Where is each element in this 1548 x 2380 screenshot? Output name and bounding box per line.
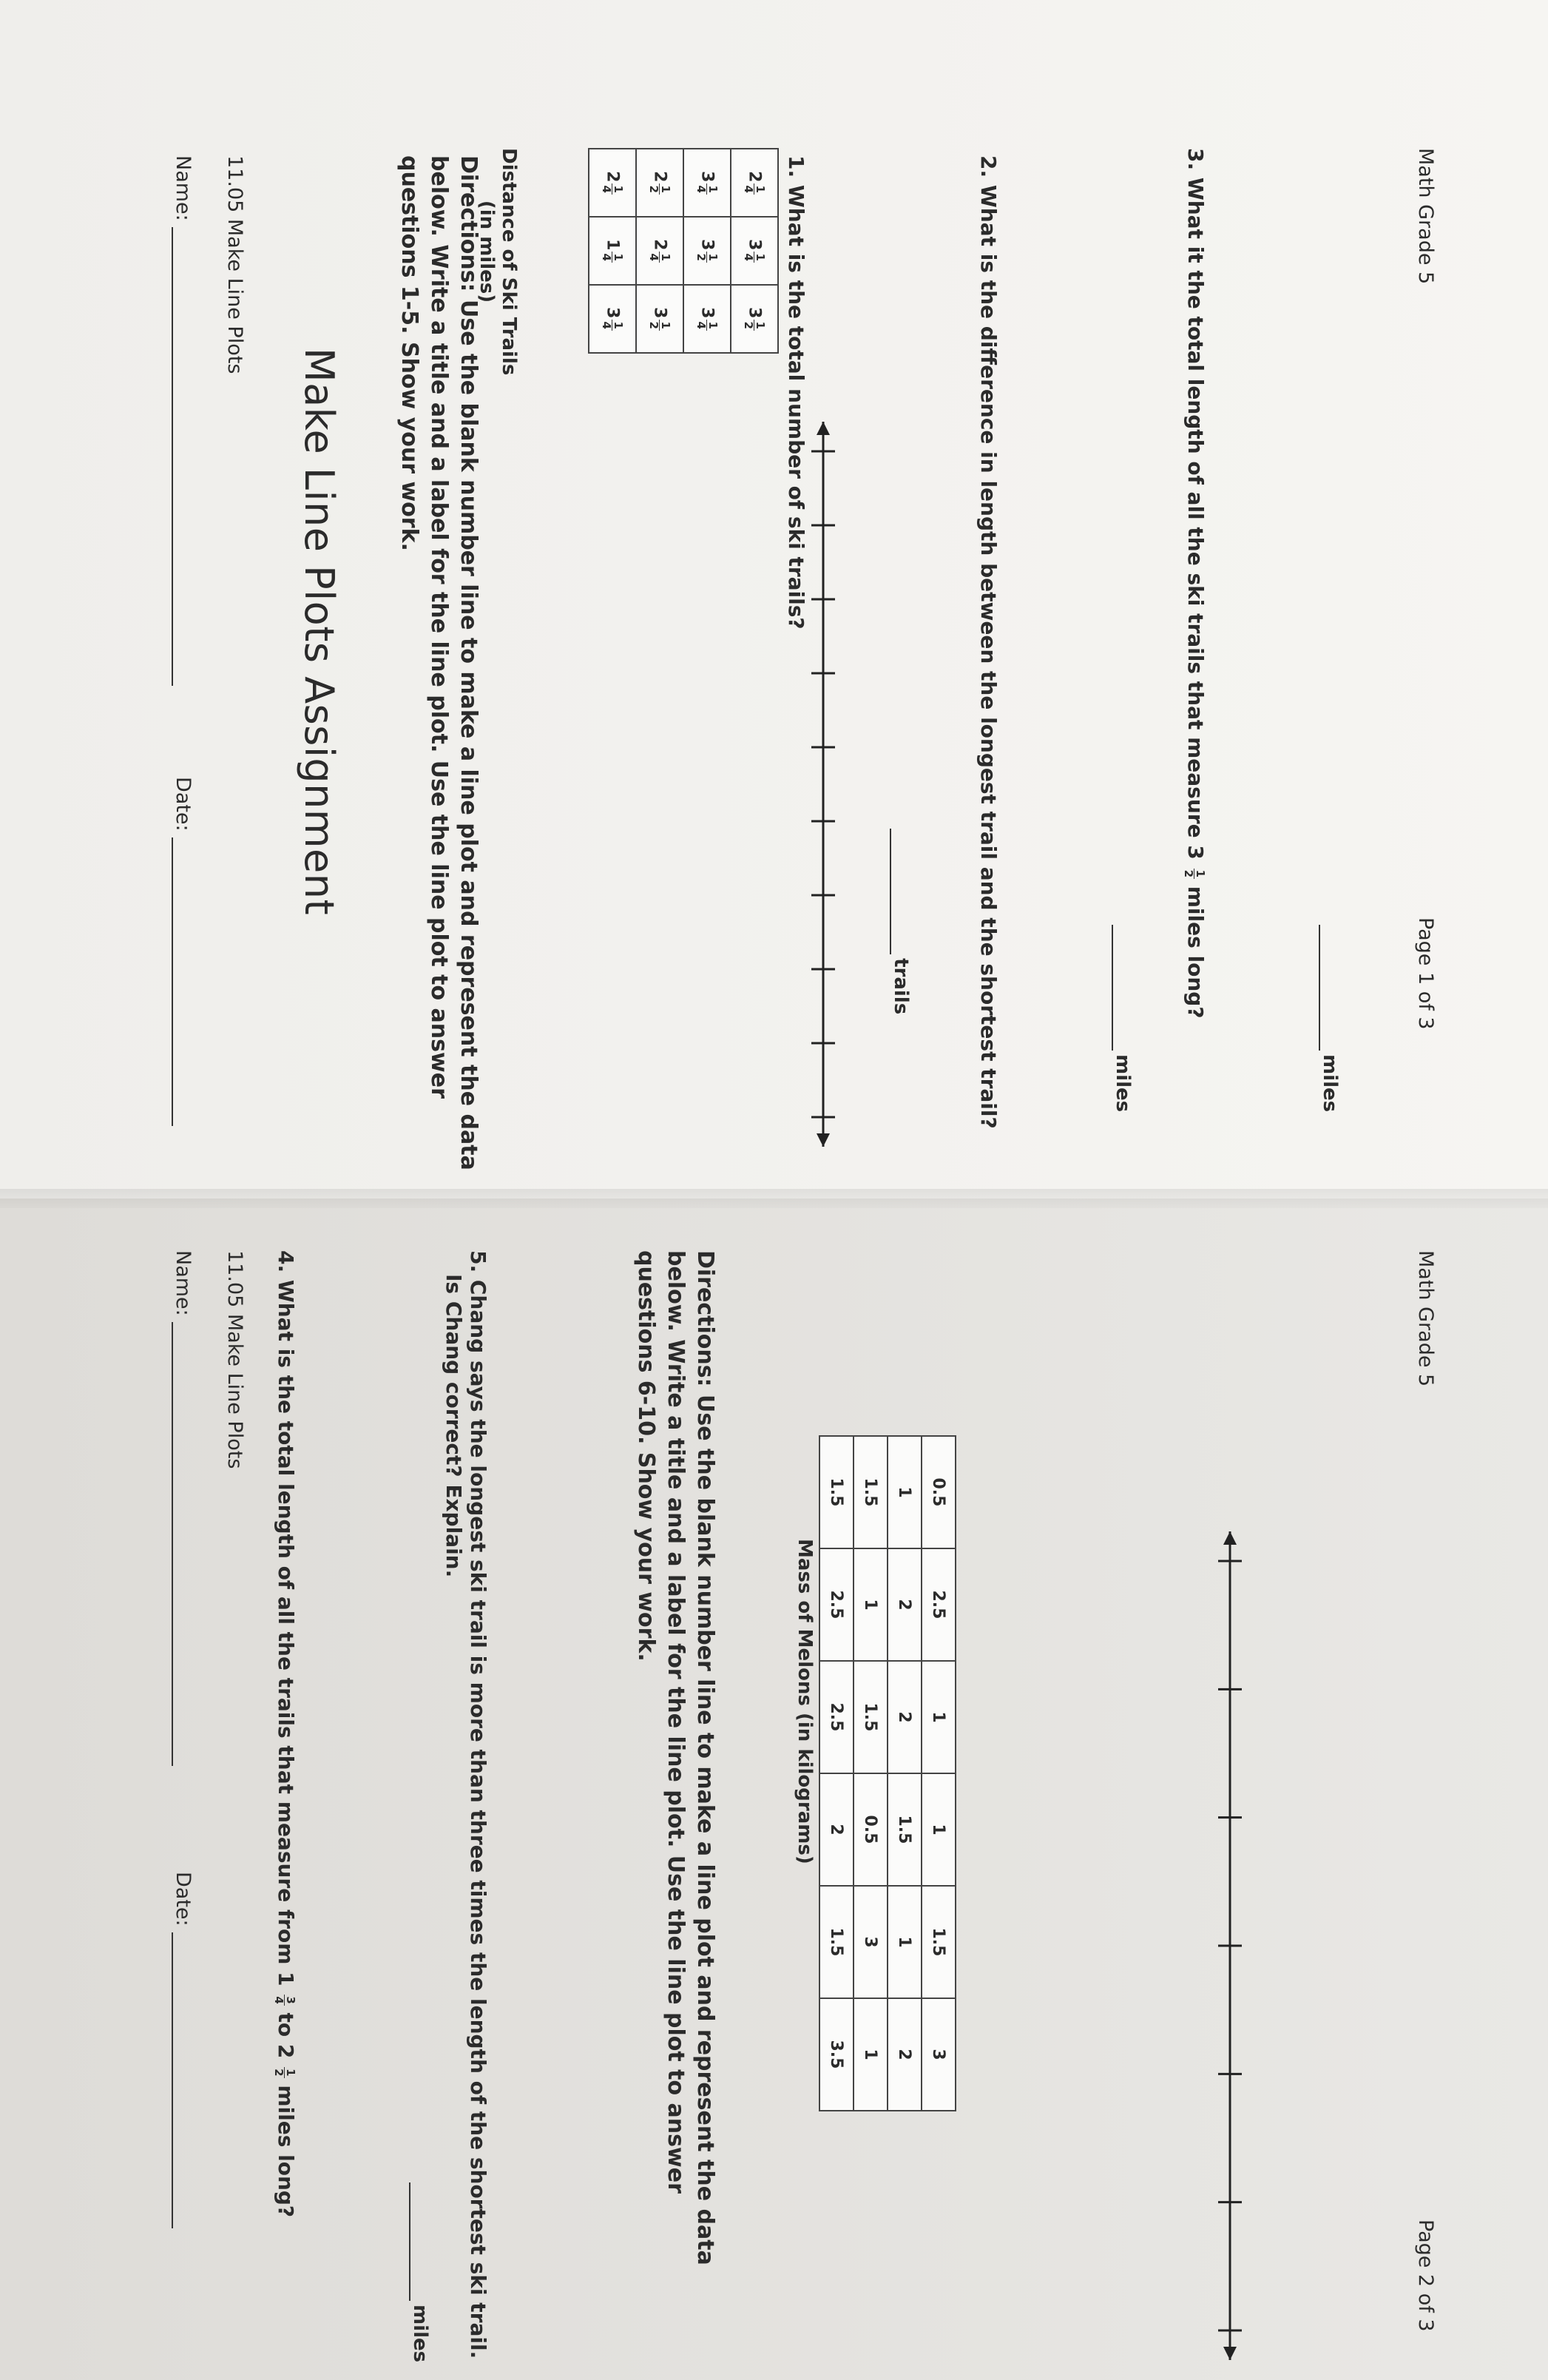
q5-line2: Is Chang correct? Explain. [442, 1274, 466, 1578]
table-cell: 3.5 [819, 1998, 854, 2111]
q4-frac1-num: 3 [284, 1996, 298, 2004]
fraction-numerator: 1 [754, 185, 768, 193]
footer-page-number-2: Page 2 of 3 [1414, 2219, 1437, 2332]
date-line [172, 837, 173, 1126]
mixed-number-fraction [649, 252, 672, 262]
table-cell: 2.5 [922, 1548, 956, 1661]
q1-answer[interactable] [890, 829, 912, 1014]
table-cell [636, 217, 683, 285]
q2-unit: miles [1112, 1054, 1134, 1113]
directions-text: Directions: Use the blank number line to make a line plot and represent the data below. Write a title and a label for the line plot. Use the line plot to answer questions 1-5. Show your work. [396, 155, 481, 1170]
mixed-number-fraction [696, 183, 719, 194]
ski-trails-table [588, 148, 779, 354]
name-line-2 [172, 1322, 173, 1766]
lesson-label: 11.05 Make Line Plots [223, 155, 246, 374]
worksheet-page-2 [0, 1199, 1548, 2380]
table-cell [683, 217, 731, 285]
q4-frac2-num: 1 [284, 2069, 298, 2077]
fraction-denominator: 2 [694, 253, 709, 261]
mixed-number-whole: 1 [604, 239, 622, 251]
fraction-numerator: 1 [754, 321, 768, 329]
table-row [922, 1436, 956, 2111]
mixed-number-whole: 3 [698, 171, 717, 183]
number-line-2[interactable] [1156, 1199, 1304, 2380]
name-label-2: Name: [172, 1250, 195, 1316]
footer-left: Math Grade 5 [1414, 148, 1437, 285]
melon-table-title: Mass of Melons (in kilograms) [794, 1539, 816, 1864]
table-cell: 1.5 [888, 1773, 922, 1886]
footer-page-number: Page 1 of 3 [1414, 917, 1437, 1030]
date-line-2 [172, 1932, 173, 2228]
q4-text-start: 4. What is the total length of all the trails that measure from 1 [274, 1250, 298, 1986]
mixed-number-whole: 2 [746, 171, 764, 183]
fraction-denominator: 2 [647, 185, 661, 193]
arrow-right-icon [1223, 2347, 1237, 2360]
fraction-denominator: 4 [600, 321, 614, 329]
fraction-numerator: 1 [706, 321, 720, 329]
table-row [819, 1436, 854, 2111]
arrow-left-icon [1223, 1531, 1237, 1545]
q3-answer-line[interactable] [1319, 925, 1320, 1051]
melon-mass-table [819, 1435, 956, 2111]
fraction-denominator: 4 [694, 321, 709, 329]
q1-answer-line[interactable] [890, 829, 891, 954]
q3-frac-den: 2 [1182, 869, 1196, 877]
page-fold-shadow [0, 1189, 1548, 1208]
mixed-number-fraction [696, 320, 719, 330]
mixed-number-fraction [649, 183, 672, 194]
table-row [683, 149, 731, 353]
fraction-numerator: 1 [612, 321, 626, 329]
table-cell: 1 [922, 1773, 956, 1886]
table-cell: 2 [819, 1773, 854, 1886]
date-field[interactable] [172, 777, 195, 1126]
table-cell: 2 [888, 1661, 922, 1773]
directions-text-2: Directions: Use the blank number line to make a line plot and represent the data below. Write a title and a label for the line plot. Use the line plot to answer questions 6-10. Show your work. [633, 1250, 718, 2265]
table-cell: 3 [922, 1998, 956, 2111]
table-cell: 1 [888, 1886, 922, 1998]
fraction-numerator: 1 [706, 185, 720, 193]
q1-unit: trails [890, 958, 912, 1015]
q4-frac2-den: 2 [272, 2069, 286, 2077]
fraction-denominator: 2 [647, 321, 661, 329]
fraction-denominator: 4 [600, 253, 614, 261]
mixed-number-whole: 3 [604, 307, 622, 319]
table-cell: 3 [854, 1886, 888, 1998]
q3-fraction [1183, 869, 1206, 879]
table-cell: 2.5 [819, 1661, 854, 1773]
mixed-number-fraction [696, 252, 719, 262]
q3-text-start: 3. What it the total length of all the ski trails that measure 3 [1183, 148, 1208, 860]
table-cell: 2.5 [819, 1548, 854, 1661]
question-4 [274, 1250, 299, 2217]
question-1: 1. What is the total number of ski trails? [784, 155, 808, 630]
fraction-denominator: 4 [647, 253, 661, 261]
mixed-number-fraction [649, 320, 672, 330]
table-cell: 1 [922, 1661, 956, 1773]
table-cell [589, 217, 636, 285]
table-row [888, 1436, 922, 2111]
table-row [731, 149, 778, 353]
table-cell [589, 285, 636, 353]
table-cell [731, 285, 778, 353]
mixed-number-whole: 3 [746, 239, 764, 251]
table-cell: 1.5 [922, 1886, 956, 1998]
mixed-number-whole: 2 [651, 239, 669, 251]
q4-text-end: miles long? [274, 2085, 298, 2218]
q4-fraction-1 [274, 1995, 297, 2005]
table-cell: 2 [888, 1998, 922, 2111]
name-field-2[interactable] [172, 1250, 195, 1766]
mixed-number-whole: 3 [746, 307, 764, 319]
table-cell [636, 149, 683, 217]
fraction-denominator: 4 [742, 185, 756, 193]
table-cell: 1 [854, 1548, 888, 1661]
table-cell [589, 149, 636, 217]
number-line-1[interactable] [705, 414, 942, 1154]
q3-frac-num: 1 [1194, 869, 1208, 877]
mixed-number-whole: 3 [651, 307, 669, 319]
question-3 [1183, 148, 1209, 1019]
name-line [172, 227, 173, 686]
date-label: Date: [172, 777, 195, 832]
table-cell: 1 [854, 1998, 888, 2111]
mixed-number-fraction [743, 252, 766, 262]
mixed-number-whole: 3 [698, 239, 717, 251]
fraction-numerator: 1 [659, 253, 673, 261]
table-cell: 1 [888, 1436, 922, 1548]
mixed-number-fraction [601, 252, 624, 262]
q3-text-end: miles long? [1183, 886, 1208, 1019]
mixed-number-whole: 2 [651, 171, 669, 183]
page-title: Make Line Plots Assignment [296, 348, 342, 916]
fraction-numerator: 1 [612, 253, 626, 261]
lesson-label-2: 11.05 Make Line Plots [223, 1250, 246, 1469]
fraction-denominator: 2 [742, 321, 756, 329]
name-field[interactable] [172, 155, 195, 686]
q5-line1: 5. Chang says the longest ski trail is more than three times the length of the shortest ski trail. [466, 1250, 490, 2359]
mixed-number-fraction [601, 320, 624, 330]
mixed-number-whole: 3 [698, 307, 717, 319]
fraction-numerator: 1 [659, 321, 673, 329]
date-label-2: Date: [172, 1872, 195, 1926]
ski-table-title [476, 148, 520, 376]
table-row [589, 149, 636, 353]
q3-answer[interactable] [1319, 925, 1341, 1112]
fraction-denominator: 4 [600, 185, 614, 193]
name-label: Name: [172, 155, 195, 221]
fraction-denominator: 4 [694, 185, 709, 193]
table-cell [683, 285, 731, 353]
fraction-numerator: 1 [754, 253, 768, 261]
table-cell [683, 149, 731, 217]
q2-answer-line[interactable] [1112, 925, 1113, 1051]
q3-unit: miles [1319, 1054, 1341, 1113]
table-cell: 1.5 [854, 1436, 888, 1548]
table-cell [636, 285, 683, 353]
date-field-2[interactable] [172, 1872, 195, 2228]
arrow-right-icon [817, 1133, 830, 1147]
q4-answer-line[interactable] [409, 2182, 410, 2301]
table-cell: 1.5 [854, 1661, 888, 1773]
table-cell: 1.5 [819, 1436, 854, 1548]
table-cell: 0.5 [922, 1436, 956, 1548]
table-row [854, 1436, 888, 2111]
q4-unit: miles [409, 2305, 431, 2363]
mixed-number-fraction [743, 320, 766, 330]
table-cell [731, 217, 778, 285]
table-row [636, 149, 683, 353]
question-5 [442, 1250, 490, 2359]
q4-text-mid: to 2 [274, 2012, 298, 2059]
table-cell: 0.5 [854, 1773, 888, 1886]
table-cell [731, 149, 778, 217]
ski-table-title-line2: (in miles) [476, 200, 498, 303]
fraction-denominator: 4 [742, 253, 756, 261]
fraction-numerator: 1 [706, 253, 720, 261]
q4-fraction-2 [274, 2067, 297, 2077]
fraction-numerator: 1 [612, 185, 626, 193]
footer-left-2: Math Grade 5 [1414, 1250, 1437, 1387]
mixed-number-fraction [743, 183, 766, 194]
q2-answer[interactable] [1112, 925, 1134, 1112]
arrow-left-icon [817, 422, 830, 435]
mixed-number-whole: 2 [604, 171, 622, 183]
mixed-number-fraction [601, 183, 624, 194]
table-cell: 1.5 [819, 1886, 854, 1998]
fraction-numerator: 1 [659, 185, 673, 193]
question-2: 2. What is the difference in length between the longest trail and the shortest trail? [976, 155, 1001, 1129]
q4-frac1-den: 4 [272, 1996, 286, 2004]
q4-answer[interactable] [409, 2182, 431, 2362]
ski-table-title-line1: Distance of Ski Trails [498, 148, 520, 376]
table-cell: 2 [888, 1548, 922, 1661]
